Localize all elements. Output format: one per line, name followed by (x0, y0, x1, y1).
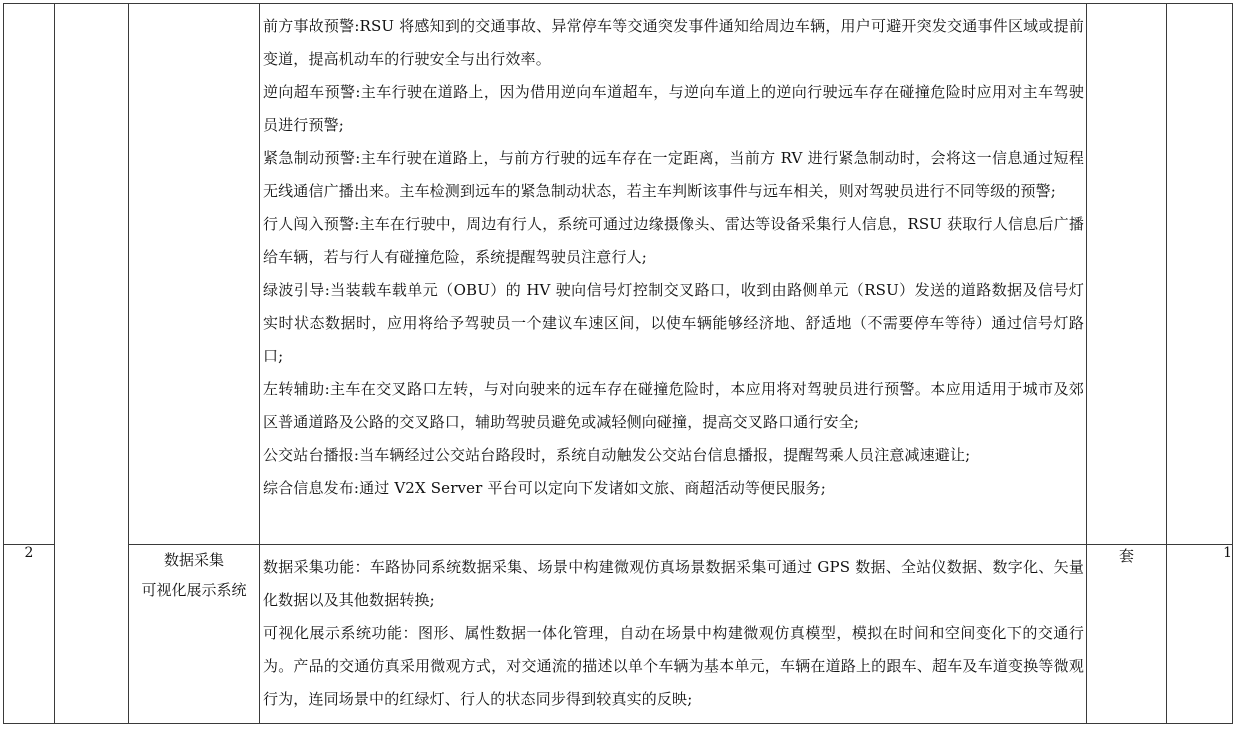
description-paragraph: 可视化展示系统功能：图形、属性数据一体化管理，自动在场景中构建微观仿真模型，模拟在时间和空间变化下的交通行为。产品的交通仿真采用微观方式，对交通流的描述以单个车辆为基本单元，车辆在道路上的跟车、超车及车道变换等微观行为，连同场景中的红绿灯、行人的状态同步得到较真实的反映; (263, 624, 1084, 708)
description-paragraph: 行人闯入预警:主车在行驶中，周边有行人，系统可通过边缘摄像头、雷达等设备采集行人信息，RSU 获取行人信息后广播给车辆，若与行人有碰撞危险，系统提醒驾驶员注意行人; (263, 215, 1084, 266)
item-name-line: 数据采集 (163, 551, 224, 569)
quantity-cell (1167, 4, 1233, 545)
row-number-cell: 2 (4, 545, 55, 724)
item-name-cell (129, 4, 260, 545)
description-paragraph: 逆向超车预警:主车行驶在道路上，因为借用逆向车道超车，与逆向车道上的逆向行驶远车存在碰撞危险时应用对主车驾驶员进行预警; (263, 83, 1084, 134)
item-name-line: 可视化展示系统 (141, 581, 247, 599)
description-paragraph: 绿波引导:当装载车载单元（OBU）的 HV 驶向信号灯控制交叉路口，收到由路侧单元（RSU）发送的道路数据及信号灯实时状态数据时，应用将给予驾驶员一个建议车速区间，以使车辆能够经济地、舒适地（不需要停车等待）通过信号灯路口; (263, 281, 1084, 365)
unit-cell (1087, 4, 1167, 545)
specification-table (3, 3, 1233, 724)
description-cell (260, 4, 1087, 545)
table-row (4, 4, 1233, 545)
quantity-cell: 1 (1167, 545, 1233, 724)
table-row (4, 545, 1233, 724)
description-paragraph: 公交站台播报:当车辆经过公交站台路段时，系统自动触发公交站台信息播报，提醒驾乘人员注意减速避让; (263, 446, 971, 464)
row-number-cell (4, 4, 55, 545)
description-paragraph: 紧急制动预警:主车行驶在道路上，与前方行驶的远车存在一定距离，当前方 RV 进行紧急制动时，会将这一信息通过短程无线通信广播出来。主车检测到远车的紧急制动状态，若主车判断该事件与远车相关，则对驾驶员进行不同等级的预警; (263, 149, 1084, 200)
description-paragraph: 综合信息发布:通过 V2X Server 平台可以定向下发诸如文旅、商超活动等便民服务; (263, 479, 826, 497)
description-paragraph: 前方事故预警:RSU 将感知到的交通事故、异常停车等交通突发事件通知给周边车辆，用户可避开突发交通事件区域或提前变道，提高机动车的行驶安全与出行效率。 (263, 17, 1084, 68)
description-paragraph: 数据采集功能：车路协同系统数据采集、场景中构建微观仿真场景数据采集可通过 GPS 数据、全站仪数据、数字化、矢量化数据以及其他数据转换; (263, 558, 1084, 609)
description-paragraph: 左转辅助:主车在交叉路口左转，与对向驶来的远车存在碰撞危险时，本应用将对驾驶员进行预警。本应用适用于城市及郊区普通道路及公路的交叉路口，辅助驾驶员避免或减轻侧向碰撞，提高交叉路口通行安全; (263, 380, 1084, 431)
description-cell (260, 545, 1087, 724)
unit-cell: 套 (1087, 545, 1167, 724)
category-cell (55, 4, 129, 724)
item-name-cell (129, 545, 260, 724)
